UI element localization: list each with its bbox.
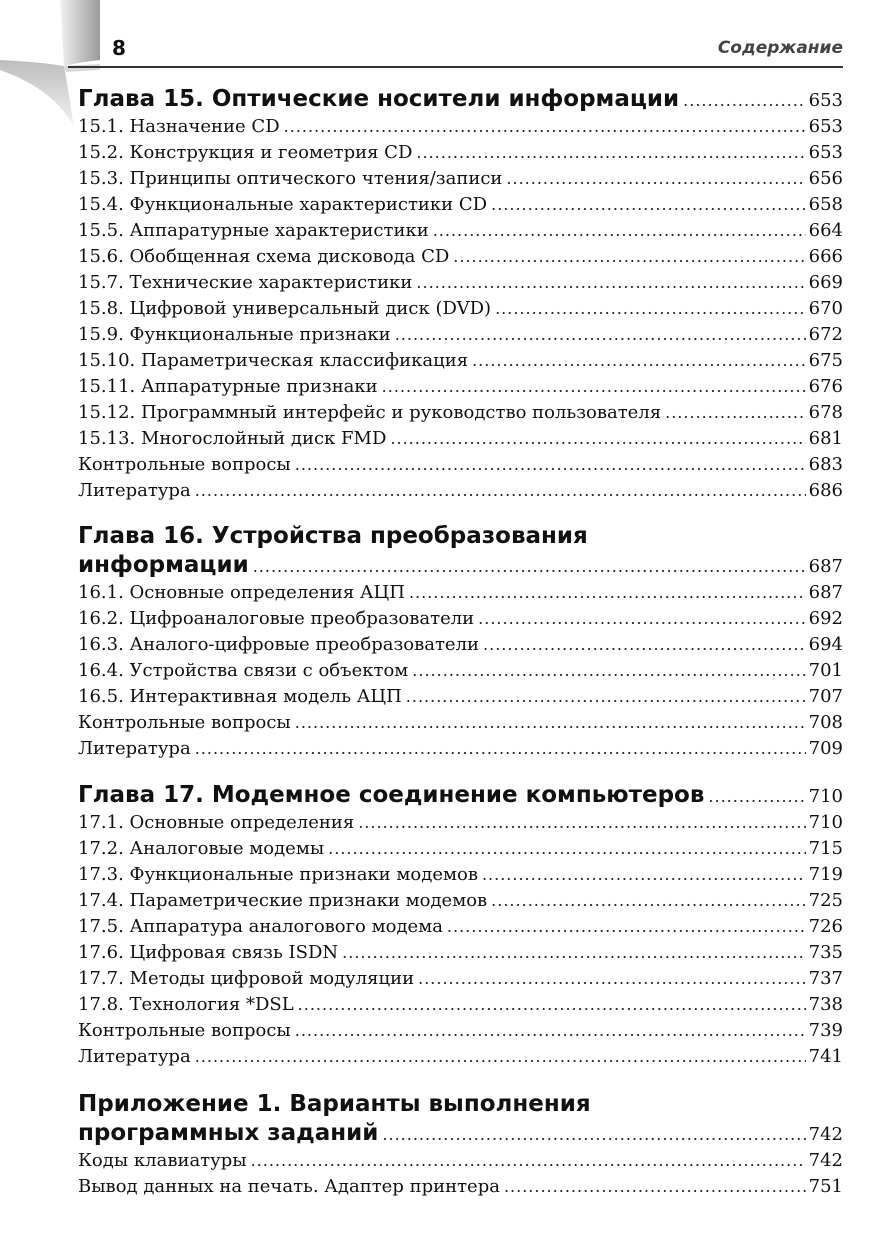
dot-leader xyxy=(416,140,805,166)
entry-label: 15.10. Параметрическая классификация xyxy=(78,350,469,371)
dot-leader xyxy=(433,218,806,244)
dot-leader xyxy=(683,86,806,116)
entry-label: 17.6. Цифровая связь ISDN xyxy=(78,942,339,963)
entry-label: Литература xyxy=(78,1046,191,1067)
running-head-title: Содержание xyxy=(717,38,843,58)
dot-leader xyxy=(295,452,806,478)
toc-entry[interactable] xyxy=(78,736,843,762)
dot-leader xyxy=(453,244,805,270)
page-ref: 742 xyxy=(808,1124,843,1145)
toc-entry[interactable] xyxy=(78,580,843,606)
entry-page: 669 xyxy=(808,272,843,293)
toc-entry[interactable] xyxy=(78,862,843,888)
entry-page: 739 xyxy=(808,1020,843,1041)
appendix-1-heading[interactable] xyxy=(78,1118,843,1148)
entry-label: Литература xyxy=(78,738,191,759)
dot-leader xyxy=(504,1174,806,1200)
entry-label: 15.8. Цифровой универсальный диск (DVD) xyxy=(78,298,492,319)
entry-label: Вывод данных на печать. Адаптер принтера xyxy=(78,1176,500,1197)
dot-leader xyxy=(253,552,806,582)
toc-entry[interactable] xyxy=(78,296,843,322)
page-ref: 710 xyxy=(808,786,843,807)
dot-leader xyxy=(251,1148,806,1174)
entry-page: 666 xyxy=(808,246,843,267)
entry-page: 726 xyxy=(808,916,843,937)
dot-leader xyxy=(506,166,805,192)
toc-entry[interactable] xyxy=(78,374,843,400)
dot-leader xyxy=(195,736,806,762)
toc-entry[interactable] xyxy=(78,888,843,914)
entry-label: 16.2. Цифроаналоговые преобразователи xyxy=(78,608,475,629)
toc-entry[interactable] xyxy=(78,658,843,684)
chapter-title: Глава 15. Оптические носители информации xyxy=(78,86,680,112)
entry-label: 15.2. Конструкция и геометрия CD xyxy=(78,142,413,163)
dot-leader xyxy=(382,374,806,400)
dot-leader xyxy=(491,192,806,218)
entry-page: 715 xyxy=(808,838,843,859)
page-ref: 653 xyxy=(808,90,843,111)
toc-entry[interactable] xyxy=(78,478,843,504)
chapter-title: Глава 17. Модемное соединение компьютеров xyxy=(78,782,705,808)
entry-label: 17.3. Функциональные признаки модемов xyxy=(78,864,478,885)
toc-entry[interactable] xyxy=(78,684,843,710)
chapter-15 xyxy=(78,84,843,504)
chapter-title-first-line: Глава 16. Устройства преобразования xyxy=(78,523,588,549)
toc-entry[interactable] xyxy=(78,426,843,452)
chapter-17-heading[interactable] xyxy=(78,780,843,810)
dot-leader xyxy=(665,400,806,426)
dot-leader xyxy=(328,836,805,862)
appendix-title: программных заданий xyxy=(78,1120,379,1146)
dot-leader xyxy=(409,580,806,606)
entry-page: 725 xyxy=(808,890,843,911)
entry-label: 17.7. Методы цифровой модуляции xyxy=(78,968,415,989)
dot-leader xyxy=(447,914,806,940)
page-ref: 687 xyxy=(808,556,843,577)
dot-leader xyxy=(418,966,806,992)
entry-label: Контрольные вопросы xyxy=(78,454,291,475)
entry-page: 710 xyxy=(808,812,843,833)
toc-entry[interactable] xyxy=(78,400,843,426)
dot-leader xyxy=(482,862,806,888)
table-of-contents xyxy=(78,84,843,1218)
toc-entry[interactable] xyxy=(78,244,843,270)
entry-label: 16.4. Устройства связи с объектом xyxy=(78,660,409,681)
dot-leader xyxy=(295,1018,806,1044)
dot-leader xyxy=(298,992,806,1018)
entry-label: 16.1. Основные определения АЦП xyxy=(78,582,405,603)
entry-page: 653 xyxy=(808,116,843,137)
entry-page: 653 xyxy=(808,142,843,163)
entry-page: 664 xyxy=(808,220,843,241)
dot-leader xyxy=(295,710,806,736)
toc-entry[interactable] xyxy=(78,140,843,166)
entry-page: 708 xyxy=(808,712,843,733)
chapter-16-heading[interactable] xyxy=(78,550,843,580)
entry-label: Коды клавиатуры xyxy=(78,1150,247,1171)
entry-page: 686 xyxy=(808,480,843,501)
entry-page: 678 xyxy=(808,402,843,423)
dot-leader xyxy=(195,478,806,504)
toc-entry[interactable] xyxy=(78,966,843,992)
dot-leader xyxy=(472,348,806,374)
entry-label: Контрольные вопросы xyxy=(78,1020,291,1041)
header-rule xyxy=(68,66,843,68)
dot-leader xyxy=(495,296,806,322)
dot-leader xyxy=(390,426,805,452)
dot-leader xyxy=(406,684,806,710)
entry-label: Контрольные вопросы xyxy=(78,712,291,733)
entry-page: 701 xyxy=(808,660,843,681)
toc-entry[interactable] xyxy=(78,348,843,374)
entry-label: 17.1. Основные определения xyxy=(78,812,355,833)
toc-entry[interactable] xyxy=(78,452,843,478)
entry-label: 15.3. Принципы оптического чтения/записи xyxy=(78,168,503,189)
toc-entry[interactable] xyxy=(78,114,843,140)
toc-entry[interactable] xyxy=(78,810,843,836)
chapter-title: информации xyxy=(78,552,249,578)
entry-label: 15.11. Аппаратурные признаки xyxy=(78,376,378,397)
entry-page: 694 xyxy=(808,634,843,655)
dot-leader xyxy=(478,606,805,632)
entry-label: 15.9. Функциональные признаки xyxy=(78,324,391,345)
dot-leader xyxy=(382,1120,805,1150)
entry-label: 15.1. Назначение CD xyxy=(78,116,280,137)
dot-leader xyxy=(483,632,806,658)
dot-leader xyxy=(708,782,805,812)
toc-entry[interactable] xyxy=(78,1018,843,1044)
chapter-15-heading[interactable] xyxy=(78,84,843,114)
appendix-1 xyxy=(78,1090,843,1200)
toc-entry[interactable] xyxy=(78,914,843,940)
entry-page: 709 xyxy=(808,738,843,759)
dot-leader xyxy=(412,658,805,684)
dot-leader xyxy=(358,810,805,836)
toc-entry[interactable] xyxy=(78,992,843,1018)
toc-entry[interactable] xyxy=(78,218,843,244)
dot-leader xyxy=(416,270,805,296)
entry-label: 16.3. Аналого-цифровые преобразователи xyxy=(78,634,480,655)
dot-leader xyxy=(342,940,806,966)
entry-label: 15.5. Аппаратурные характеристики xyxy=(78,220,429,241)
entry-page: 692 xyxy=(808,608,843,629)
dot-leader xyxy=(491,888,805,914)
entry-page: 719 xyxy=(808,864,843,885)
entry-page: 735 xyxy=(808,942,843,963)
toc-entry[interactable] xyxy=(78,1044,843,1070)
entry-page: 742 xyxy=(808,1150,843,1171)
entry-page: 681 xyxy=(808,428,843,449)
toc-entry[interactable] xyxy=(78,1148,843,1174)
entry-label: 15.4. Функциональные характеристики CD xyxy=(78,194,488,215)
entry-page: 738 xyxy=(808,994,843,1015)
entry-label: 17.2. Аналоговые модемы xyxy=(78,838,325,859)
entry-label: 15.12. Программный интерфейс и руководство пользователя xyxy=(78,402,662,423)
entry-page: 656 xyxy=(808,168,843,189)
dot-leader xyxy=(195,1044,806,1070)
entry-page: 751 xyxy=(808,1176,843,1197)
entry-label: 16.5. Интерактивная модель АЦП xyxy=(78,686,402,707)
entry-page: 683 xyxy=(808,454,843,475)
toc-entry[interactable] xyxy=(78,1174,843,1200)
entry-label: 17.5. Аппаратура аналогового модема xyxy=(78,916,443,937)
toc-entry[interactable] xyxy=(78,710,843,736)
chapter-17 xyxy=(78,780,843,1070)
page-number: 8 xyxy=(112,36,126,60)
entry-label: Литература xyxy=(78,480,191,501)
entry-page: 741 xyxy=(808,1046,843,1067)
entry-page: 675 xyxy=(808,350,843,371)
entry-page: 672 xyxy=(808,324,843,345)
dot-leader xyxy=(395,322,806,348)
entry-page: 707 xyxy=(808,686,843,707)
entry-page: 676 xyxy=(808,376,843,397)
toc-entry[interactable] xyxy=(78,836,843,862)
entry-page: 737 xyxy=(808,968,843,989)
toc-entry[interactable] xyxy=(78,166,843,192)
entry-label: 17.8. Технология *DSL xyxy=(78,994,294,1015)
entry-label: 15.7. Технические характеристики xyxy=(78,272,413,293)
entry-label: 15.6. Обобщенная схема дисковода CD xyxy=(78,246,450,267)
chapter-16 xyxy=(78,522,843,762)
toc-entry[interactable] xyxy=(78,192,843,218)
toc-entry[interactable] xyxy=(78,632,843,658)
entry-page: 658 xyxy=(808,194,843,215)
toc-entry[interactable] xyxy=(78,322,843,348)
toc-entry[interactable] xyxy=(78,940,843,966)
appendix-title-first-line: Приложение 1. Варианты выполнения xyxy=(78,1091,591,1117)
entry-page: 670 xyxy=(808,298,843,319)
entry-label: 17.4. Параметрические признаки модемов xyxy=(78,890,488,911)
toc-entry[interactable] xyxy=(78,606,843,632)
entry-page: 687 xyxy=(808,582,843,603)
dot-leader xyxy=(284,114,806,140)
toc-entry[interactable] xyxy=(78,270,843,296)
entry-label: 15.13. Многослойный диск FMD xyxy=(78,428,387,449)
